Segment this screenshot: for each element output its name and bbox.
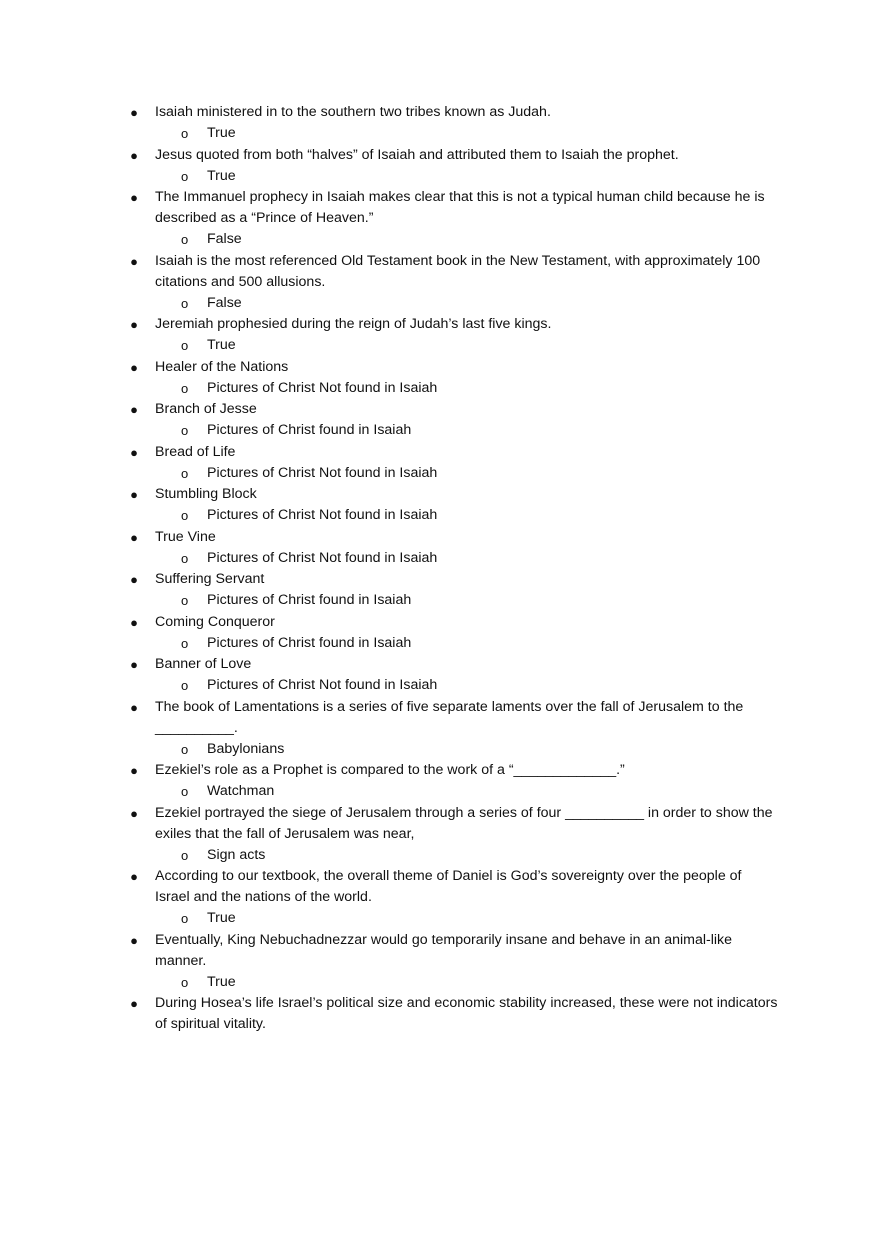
circle-bullet-icon: o [181,847,189,863]
answer-text: Pictures of Christ found in Isaiah [207,422,412,438]
question-text: Suffering Servant [155,571,265,587]
question-text: True Vine [155,528,216,545]
bullet-icon: ● [130,253,138,269]
bullet-icon: ● [130,402,138,417]
circle-bullet-icon: o [181,465,189,481]
question-item [130,357,780,400]
question-item [130,527,780,570]
question-item [130,803,780,867]
question-text: Isaiah ministered in to the southern two tribes known as Judah. [155,104,551,120]
answer-item [155,590,780,612]
question-text: Jeremiah prophesied during the reign of Judah’s last five kings. [155,316,552,332]
answer-item [155,378,780,400]
bullet-icon: ● [130,932,138,948]
answer-text: True [207,910,236,926]
bullet-icon: ● [130,699,138,715]
circle-bullet-icon: o [181,741,189,757]
question-item [130,993,780,1035]
answer-item [155,420,780,442]
answer-item [155,335,780,357]
question-text: Stumbling Block [155,486,257,502]
question-item [130,442,780,485]
answer-item [155,675,780,697]
bullet-icon: ● [130,572,138,587]
answer-item [155,505,780,527]
answer-item [155,908,780,930]
bullet-icon: ● [130,487,138,502]
circle-bullet-icon: o [181,168,189,184]
circle-bullet-icon: o [181,550,189,566]
answer-item [155,739,780,761]
question-item [130,569,780,612]
answer-item [155,633,780,655]
bullet-icon: ● [130,147,138,163]
question-item [130,187,780,251]
answer-text: Watchman [207,783,275,799]
circle-bullet-icon: o [181,635,189,651]
circle-bullet-icon: o [181,784,189,799]
bullet-icon: ● [130,657,138,672]
answer-item [155,229,780,251]
question-text: During Hosea’s life Israel’s political size and economic stability increased, these were not indicators of spiritual vitality. [155,995,778,1032]
answer-item [155,548,780,570]
circle-bullet-icon: o [181,126,189,141]
question-item [130,251,780,315]
bullet-icon: ● [130,763,138,778]
answer-item [155,463,780,485]
answer-text: Babylonians [207,740,285,757]
circle-bullet-icon: o [181,508,189,523]
bullet-icon: ● [130,190,138,205]
question-item [130,612,780,655]
answer-item [155,293,780,315]
answer-text: False [207,294,242,311]
circle-bullet-icon: o [181,911,189,926]
question-text: Bread of Life [155,443,236,460]
bullet-icon: ● [130,444,138,460]
answer-text: Pictures of Christ Not found in Isaiah [207,677,438,693]
answer-text: Pictures of Christ found in Isaiah [207,592,412,608]
question-item [130,654,780,697]
bullet-icon: ● [130,614,138,630]
answer-text: True [207,167,236,184]
question-text: Jesus quoted from both “halves” of Isaiah and attributed them to Isaiah the prophet. [155,146,679,163]
circle-bullet-icon: o [181,295,189,311]
question-item [130,102,780,145]
bullet-icon: ● [130,996,138,1011]
circle-bullet-icon: o [181,232,189,247]
circle-bullet-icon: o [181,974,189,990]
question-item [130,760,780,803]
bullet-icon: ● [130,869,138,884]
question-text: The book of Lamentations is a series of five separate laments over the fall of Jerusalem to the __________. [155,698,744,736]
question-item [130,697,780,761]
circle-bullet-icon: o [181,338,189,353]
answer-item [155,123,780,145]
answer-text: False [207,231,242,247]
question-item [130,314,780,357]
answer-text: True [207,973,236,990]
bullet-icon: ● [130,317,138,332]
question-text: Isaiah is the most referenced Old Testament book in the New Testament, with approximately 100 citations and 500 allusions. [155,252,761,290]
question-text: Eventually, King Nebuchadnezzar would go temporarily insane and behave in an animal-like manner. [155,931,733,969]
question-item [130,145,780,188]
circle-bullet-icon: o [181,423,189,438]
question-item [130,399,780,442]
question-list [130,102,780,1035]
question-text: Banner of Love [155,656,252,672]
question-text: Healer of the Nations [155,358,289,375]
answer-text: Pictures of Christ found in Isaiah [207,634,412,651]
answer-text: Pictures of Christ Not found in Isaiah [207,549,438,566]
circle-bullet-icon: o [181,593,189,608]
circle-bullet-icon: o [181,380,189,396]
question-text: According to our textbook, the overall theme of Daniel is God’s sovereignty over the people of Israel and the nations of the world. [155,868,742,905]
answer-item [155,166,780,188]
question-item [130,484,780,527]
question-text: Ezekiel’s role as a Prophet is compared to the work of a “_____________.” [155,762,625,778]
answer-text: Pictures of Christ Not found in Isaiah [207,379,438,396]
question-item [130,866,780,930]
answer-item [155,781,780,803]
question-item [130,930,780,994]
answer-item [155,845,780,867]
question-text: Coming Conqueror [155,613,275,630]
answer-text: True [207,125,236,141]
question-text: Branch of Jesse [155,401,257,417]
answer-text: Sign acts [207,846,266,863]
answer-text: True [207,337,236,353]
bullet-icon: ● [130,359,138,375]
answer-text: Pictures of Christ Not found in Isaiah [207,507,438,523]
answer-text: Pictures of Christ Not found in Isaiah [207,464,438,481]
answer-item [155,972,780,994]
bullet-icon: ● [130,529,138,545]
bullet-icon: ● [130,105,138,120]
question-text: Ezekiel portrayed the siege of Jerusalem through a series of four __________ in order to show the exiles that the fall of Jerusalem was near, [155,804,773,842]
bullet-icon: ● [130,805,138,821]
question-text: The Immanuel prophecy in Isaiah makes clear that this is not a typical human child because he is described as a “Prince of Heaven.” [155,189,765,226]
circle-bullet-icon: o [181,678,189,693]
